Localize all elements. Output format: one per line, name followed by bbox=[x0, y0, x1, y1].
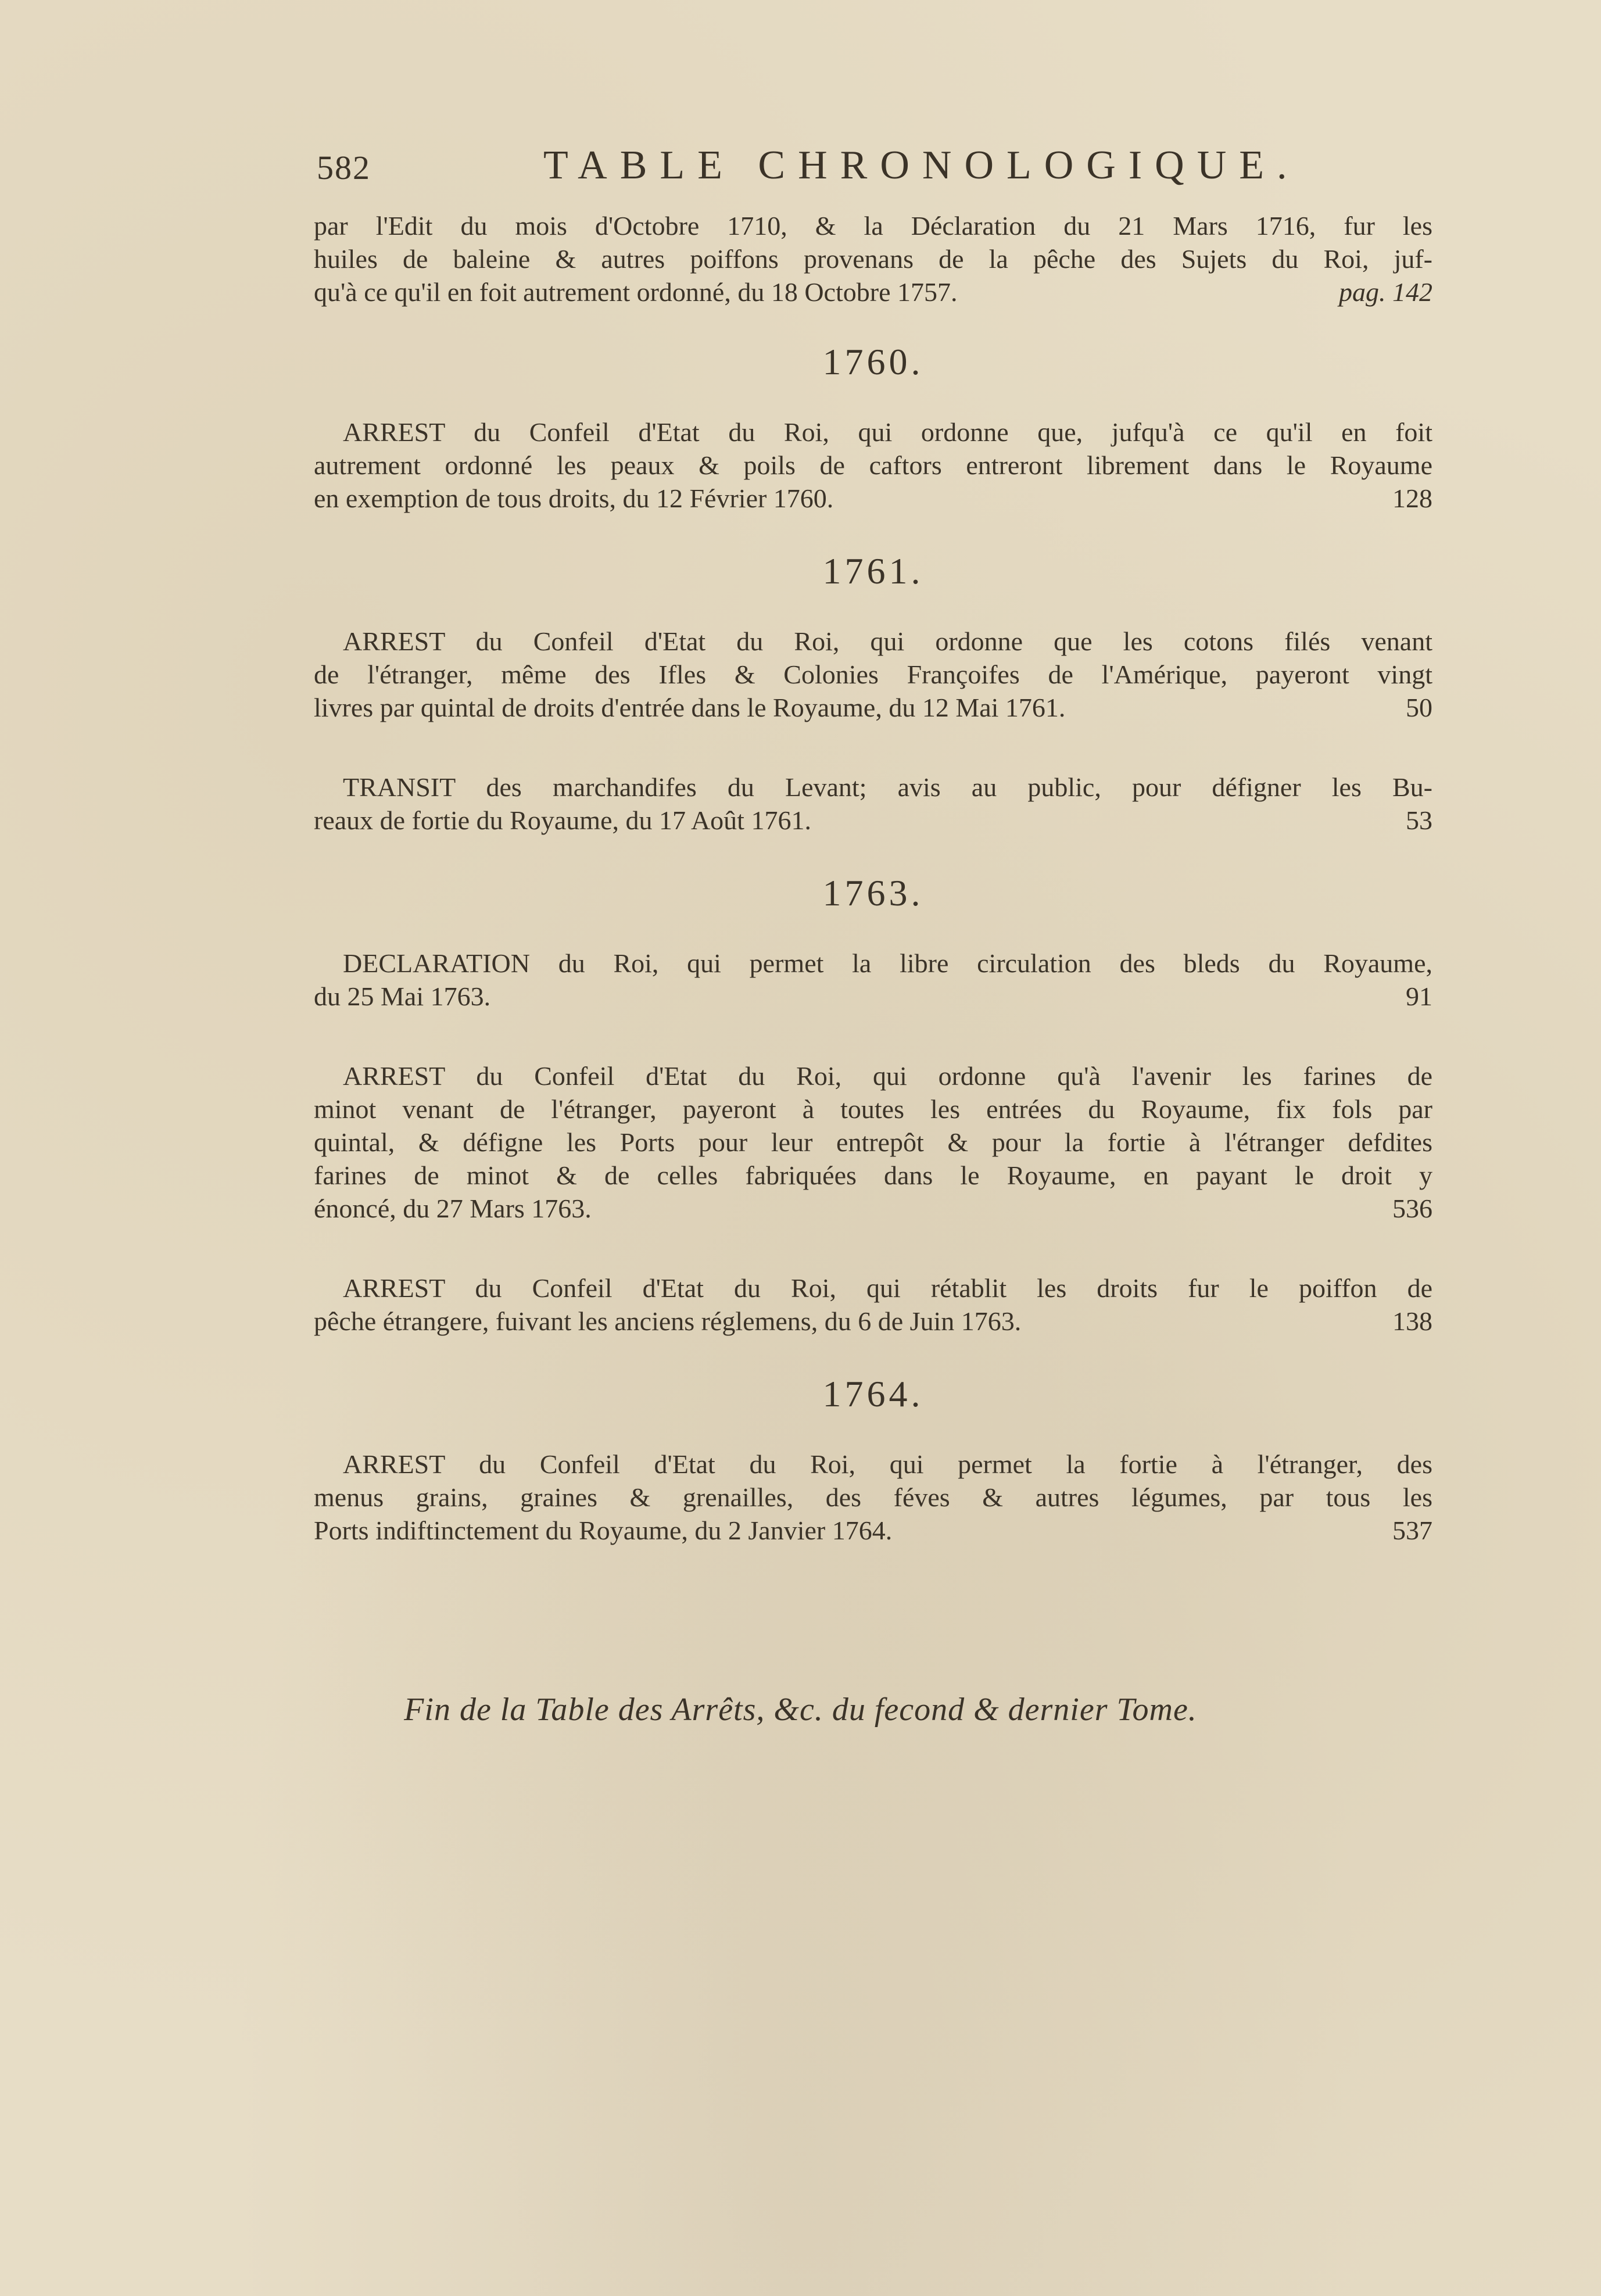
entry-line: pêche étrangere, fuivant les anciens réglemens, du 6 de Juin 1763. bbox=[314, 1306, 1022, 1336]
entry bbox=[314, 415, 1432, 515]
entry-line: qu'à ce qu'il en foit autrement ordonné, du 18 Octobre 1757. bbox=[314, 277, 958, 307]
entry bbox=[314, 1059, 1432, 1225]
table-content bbox=[314, 209, 1432, 1547]
entry-line: quintal, & défigne les Ports pour leur entrepôt & pour la fortie à l'étranger defdites bbox=[314, 1127, 1432, 1157]
entry-line: ARREST du Confeil d'Etat du Roi, qui rétablit les droits fur le poiffon de bbox=[343, 1273, 1432, 1303]
entry-line: de l'étranger, même des Ifles & Colonies Françoifes de l'Amérique, payeront vingt bbox=[314, 660, 1432, 689]
year-heading: 1760. bbox=[822, 341, 924, 382]
entry-line: ARREST du Confeil d'Etat du Roi, qui ordonne que les cotons filés venant bbox=[343, 626, 1432, 656]
page-reference: 138 bbox=[1392, 1306, 1432, 1336]
entry-line: DECLARATION du Roi, qui permet la libre circulation des bleds du Royaume, bbox=[343, 948, 1432, 978]
entry-line: menus grains, graines & grenailles, des féves & autres légumes, par tous les bbox=[314, 1482, 1432, 1512]
entry-line: du 25 Mai 1763. bbox=[314, 982, 491, 1011]
year-heading: 1764. bbox=[822, 1373, 924, 1414]
page-reference: pag. 142 bbox=[1339, 277, 1432, 307]
entry bbox=[314, 947, 1432, 1013]
year-heading: 1761. bbox=[822, 550, 924, 592]
entry-line: farines de minot & de celles fabriquées dans le Royaume, en payant le droit y bbox=[314, 1160, 1432, 1190]
page-number: 582 bbox=[317, 149, 371, 187]
entry-line: TRANSIT des marchandifes du Levant; avis au public, pour défigner les Bu- bbox=[343, 772, 1432, 802]
page-reference: 536 bbox=[1392, 1194, 1432, 1223]
entry-line: reaux de fortie du Royaume, du 17 Août 1761. bbox=[314, 805, 811, 835]
entry bbox=[314, 1448, 1432, 1547]
page-reference: 50 bbox=[1406, 693, 1432, 722]
closing-note: Fin de la Table des Arrêts, &c. du fecond & dernier Tome. bbox=[404, 1692, 1197, 1728]
entry bbox=[314, 771, 1432, 837]
entry-line: en exemption de tous droits, du 12 Février 1760. bbox=[314, 483, 834, 513]
entry-line: Ports indiftinctement du Royaume, du 2 Janvier 1764. bbox=[314, 1516, 893, 1545]
entry-line: minot venant de l'étranger, payeront à toutes les entrées du Royaume, fix fols par bbox=[314, 1094, 1432, 1124]
entry-line: ARREST du Confeil d'Etat du Roi, qui permet la fortie à l'étranger, des bbox=[343, 1449, 1432, 1479]
entry bbox=[314, 1271, 1432, 1338]
intro-entry bbox=[314, 209, 1432, 309]
entry-line: énoncé, du 27 Mars 1763. bbox=[314, 1194, 592, 1223]
page-reference: 537 bbox=[1392, 1516, 1432, 1545]
entry bbox=[314, 625, 1432, 724]
page-reference: 91 bbox=[1406, 982, 1432, 1011]
year-heading: 1763. bbox=[822, 872, 924, 914]
page-reference: 53 bbox=[1406, 805, 1432, 835]
running-title: TABLE CHRONOLOGIQUE. bbox=[543, 143, 1300, 188]
entry-line: livres par quintal de droits d'entrée dans le Royaume, du 12 Mai 1761. bbox=[314, 693, 1066, 722]
entry-line: huiles de baleine & autres poiffons provenans de la pêche des Sujets du Roi, juf- bbox=[314, 244, 1432, 274]
entry-line: par l'Edit du mois d'Octobre 1710, & la Déclaration du 21 Mars 1716, fur les bbox=[314, 211, 1432, 241]
entry-line: ARREST du Confeil d'Etat du Roi, qui ordonne qu'à l'avenir les farines de bbox=[343, 1061, 1432, 1091]
page-reference: 128 bbox=[1392, 483, 1432, 513]
entry-line: ARREST du Confeil d'Etat du Roi, qui ordonne que, jufqu'à ce qu'il en foit bbox=[343, 417, 1432, 447]
page-header bbox=[317, 142, 1432, 195]
entry-line: autrement ordonné les peaux & poils de caftors entreront librement dans le Royaume bbox=[314, 450, 1432, 480]
